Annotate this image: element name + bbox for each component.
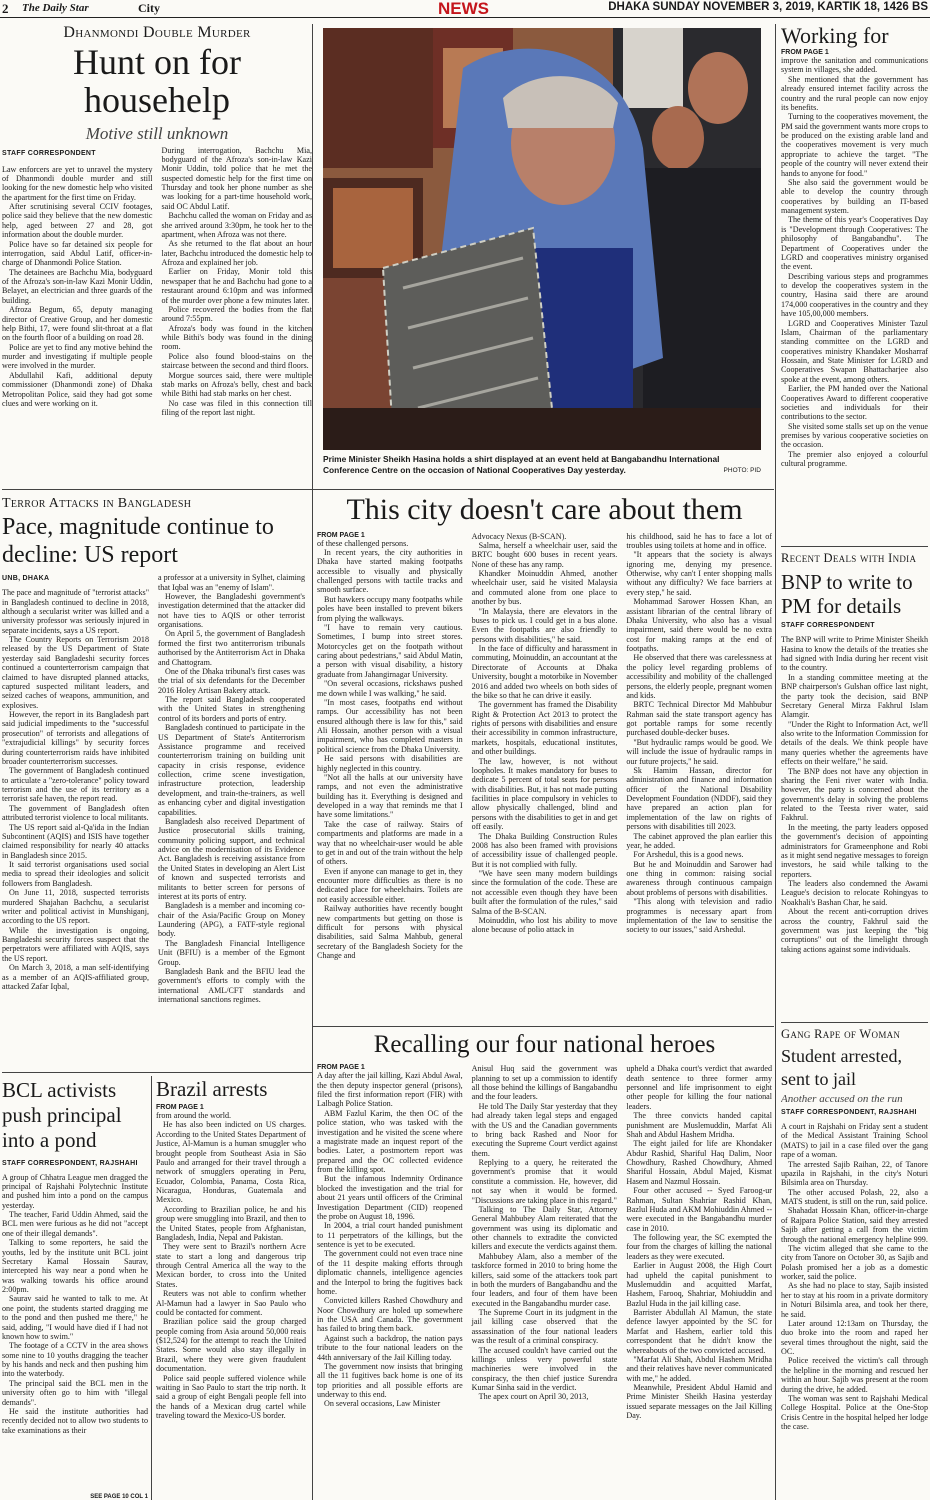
paragraph: "It appears that the society is always ignoring me, denying my presence. Otherwise, why can't I enter shopping malls without any difficulty? We face barriers at every step," he said. [626, 550, 772, 597]
paragraph: The accused couldn't have carried out the killings unless very powerful state machineries were involved in the conspiracy, the then chief justice Surendra Kumar Sinha said in the verdict. [471, 1345, 618, 1392]
photo-caption [323, 454, 761, 475]
paragraph: Moinuddin, who lost his ability to move alone because of polio attack in [471, 915, 618, 935]
paragraph: "But hydraulic ramps would be good. We will include the issue of hydraulic ramps in our future projects," he said. [626, 737, 772, 766]
paragraph: "In Malaysia, there are elevators in the buses to pick us. I could get in a bus alone. Even the footpaths are also friendly to persons with disabilities," he said. [471, 606, 618, 644]
paragraph: As she returned to the flat about an hour later, Bachchu introduced the domestic help to Afroza and explained her job. [161, 239, 312, 268]
paragraph: Later around 12:13am on Thursday, the duo broke into the room and raped her several times throughout the night, said the OC. [781, 1318, 928, 1356]
dateline: DHAKA SUNDAY NOVEMBER 3, 2019, KARTIK 18, 1426 BS [608, 1, 928, 13]
paragraph: Bangladesh also received Department of Justice prosecutorial skills training, community policing support, and technical advice on the modernisation of its Evidence Act. Bangladesh is receiving assistance from the United States in developing an Alert List of known and suspected terrorists and militants to better screen for persons of interest at its ports of entry. [158, 816, 305, 901]
story-column [781, 56, 928, 469]
story-headline: Hunt on for househelp [73, 42, 241, 120]
news-label: NEWS [438, 0, 489, 18]
story-bcl [2, 1078, 148, 1500]
paragraph: ABM Fazlul Karim, the then OC of the police station, who was tasked with the investigation and he visited the scene where a magistrate made an inquest report of the bodies. Later, a postmortem report was prepared and the OC collected evidence from the killing spot. [317, 1108, 463, 1174]
paragraph: In a standing committee meeting at the BNP chairperson's Gulshan office last night, the party took the decision, said BNP Secretary General Mirza Fakhrul Islam Alamgir. [781, 672, 928, 720]
paragraph: his childhood, said he has to face a lot of troubles using toilets at home and in office. [626, 531, 772, 550]
paragraph: Police recovered the bodies from the flat around 7:55pm. [161, 304, 312, 324]
story-byline: STAFF CORRESPONDENT, RAJSHAHI [2, 1159, 138, 1167]
section-rule [312, 489, 774, 490]
paragraph: Sk Hamim Hassan, director for administration and finance and information officer of the National Disability Development Foundation (NDDF), said they have prepared an action plan for implementation of the law on rights of persons with disabilities till 2023. [626, 765, 772, 832]
column-rule [312, 24, 313, 1500]
paragraph: The BNP will write to Prime Minister Sheikh Hasina to know the details of the treaties she had signed with India during her recent visit to the country. [781, 635, 928, 673]
paragraph: BRTC Technical Director Md Mahbubur Rahman said the state transport agency has got portable ramps for some recently purchased double-decker buses. [626, 700, 772, 738]
story-column [2, 165, 153, 409]
paragraph: On June 11, 2018, suspected terrorists murdered Shajahan Bachchu, a secularist writer and political activist in Munshiganj, according to the US report. [2, 888, 149, 926]
story-kicker: Dhanmondi Double Murder [63, 24, 251, 41]
paragraph: As she had no place to stay, Sajib insisted her to stay at his room in a private dormitory in Noturi Bilsimla area, and took her there, he said. [781, 1281, 928, 1319]
paragraph: However, the report in its Bangladesh part said judicial impediments to the "successful prosecution" of terrorists and allegations of "extrajudicial killings" by security forces during counterterrorism raids have inhibited broader counterterrorism successes. [2, 710, 149, 766]
paragraph: The apex court on April 30, 2013, [478, 1392, 589, 1402]
story-column [472, 1064, 618, 1420]
paragraph: But he and Moinuddin and Sarower had one thing in common: raising social awareness through continuous campaign about problems of persons with disabilities. [626, 859, 772, 897]
paragraph: Afroza's body was found in the kitchen while Bithi's body was found in the dining room. [161, 323, 312, 352]
page-number: 2 [2, 1, 9, 16]
paragraph: The government of Bangladesh often attributed terrorist violence to local militants. [2, 803, 149, 823]
story-column [156, 1111, 306, 1420]
paragraph: Talking to The Daily Star, Attorney General Mahbubey Alam reiterated that the government was using its diplomatic and other channels to extradite the convicted killers and execute the verdicts against them. [471, 1204, 618, 1252]
paragraph: upheld a Dhaka court's verdict that awarded death sentence to three former army personnel and life imprisonment to eight other people for killing the four national leaders. [626, 1064, 772, 1111]
paragraph: "Under the Right to Information Act, we'll also write to the Information Commission for details of the deals. We think people have many queries whether the agreements have effects on their welfare," he said. [781, 719, 928, 767]
paragraph: Police said people suffered violence while waiting in Sao Paulo to start the trip north. It said a group of eight Bengali people fell into the hands of a Mexican drug cartel while traveling toward the Mexico-US border. [156, 1373, 306, 1421]
paragraph: The woman was sent to Rajshahi Medical College Hospital. Police at the One-Stop Crisis Centre in the hospital helped her lodge the case. [781, 1393, 928, 1431]
paragraph: Shahadat Hossain Khan, officer-in-charge of Rajpara Police Station, said they arrested Sajib after getting a call from the victim through the national emergency helpline 999. [781, 1206, 928, 1244]
paragraph: Police have so far detained six people for interrogation, said Abdul Latif, officer-in-charge of Dhanmondi Police Station. [2, 239, 153, 268]
story-kicker: Recent Deals with India [781, 551, 917, 565]
paragraph: The principal said the BCL men in the university often go to him with "illegal demands". [2, 1378, 148, 1407]
paragraph: Convicted killers Rashed Chowdhury and Noor Chowdhury are holed up somewhere in the USA and Canada. The government has failed to bring them back. [317, 1296, 463, 1334]
paragraph: The government could not even trace nine of the 11 despite making efforts through diplomatic channels, intelligence agencies and the Interpol to bring the fugitives back home. [317, 1249, 463, 1296]
section-rule [781, 546, 928, 547]
paper-name: The Daily Star [22, 2, 89, 14]
paragraph: "This along with television and radio programmes is necessary apart from implementation of the law to sensitise the society to our issues," said Arshedul. [626, 897, 772, 935]
paragraph: of these challenged persons. [317, 538, 409, 548]
story-column [317, 539, 463, 961]
paragraph: In 2004, a trial court handed punishment to 11 perpetrators of the killings, but the sentence is yet to be executed. [317, 1221, 463, 1249]
from-page: FROM PAGE 1 [317, 531, 365, 539]
paragraph: "We have seen many modern buildings since the formulation of the code. These are not accessible even though they have been built after the formulation of the rules," said Salma of the B-SCAN. [471, 869, 618, 916]
paragraph: Bangladesh is a member and incoming co-chair of the Asia/Pacific Group on Money Laundering (APG), a FATF-style regional body. [158, 901, 305, 939]
story-headline: This city doesn't care about them [346, 494, 743, 526]
paragraph: The theme of this year's Cooperatives Day is "Development through Cooperatives: The philosophy of Bangabandhu". The Department of Cooperatives under the LGRD and cooperatives ministry organised the event. [781, 215, 928, 272]
lead-photo [323, 28, 761, 450]
paragraph: Earlier, the PM handed over the National Cooperatives Award to different cooperative societies and individuals for their contributions to the sector. [781, 384, 928, 422]
paragraph: Abdullahil Kafi, additional deputy commissioner (Dhanmondi zone) of Dhaka Metropolitan Police, said they had got some clues and were working on it. [2, 370, 153, 408]
paragraph: Against such a backdrop, the nation pays tribute to the four national leaders on the 44th anniversary of the Jail Killing today. [317, 1333, 463, 1362]
story-city [317, 494, 772, 1024]
paragraph: He has also been indicted on US charges. According to the United States Department of Justice, Al-Mamun is a human smuggler who brought people from Southeast Asia in São Paulo and arranged for their travel through a network of smugglers operating in Peru, Ecuador, Colombia, Panama, Costa Rica, Nicaragua, Honduras, Guatemala and Mexico. [156, 1120, 306, 1205]
story-column [472, 532, 618, 961]
paragraph: After scrutinising several CCIV footages, police said they believe that the new domestic help, aged between 27 and 28, got information about the double murder. [2, 202, 153, 240]
story-byline: STAFF CORRESPONDENT [2, 149, 96, 157]
photo-image [323, 28, 761, 450]
story-rape [781, 1022, 928, 1500]
paragraph: On several occasions, Law Minister [324, 1399, 441, 1409]
story-column [781, 1122, 928, 1431]
paragraph: The BNP does not have any objection in sharing the Feni river water with India. however, the party is concerned about the government's delay in solving the problems related to the Teesta river water, said Fakhrul. [781, 766, 928, 823]
paragraph: She also said the government would be able to develop the country through cooperatives by building an IT-based management system. [781, 177, 928, 216]
paragraph: The Bangladesh Financial Intelligence Unit (BFIU) is a member of the Egmont Group. [158, 938, 305, 967]
paragraph: "On several occasions, rickshaws pushed me down while I was walking," he said. [317, 679, 463, 698]
paragraph: The report said Bangladesh cooperated with the United States in strengthening control of its borders and ports of entry. [158, 695, 305, 723]
paragraph: On April 5, the government of Bangladesh formed the first two antiterrorism tribunals authorised by the Antiterrorism Act in Dhaka and Chattogram. [158, 629, 305, 667]
paragraph: Morgue sources said, there were multiple stab marks on Afroza's belly, chest and back while Bithi had stab marks on her chest. [161, 370, 312, 399]
story-headline: Recalling our four national heroes [373, 1032, 716, 1058]
paragraph: The following year, the SC exempted the four from the charges of killing the national leaders as they were executed. [626, 1233, 772, 1261]
paragraph: "Not all the halls at our university have ramps, and not even the administrative building has it. Everything is designed and developed in a way that reminds me that I have some limitations." [317, 772, 463, 820]
story-kicker: Gang Rape of Woman [781, 1027, 901, 1041]
story-deck: Motive still unknown [85, 123, 229, 143]
paragraph: About the recent anti-corruption drives across the country, Fakhrul said the government was just keeping the "big corruptions" out of the limelight through taking actions against some individuals. [781, 907, 928, 954]
paragraph: Police are yet to find any motive behind the murder and investigating if multiple people were involved in the murder. [2, 342, 153, 371]
paragraph: Brazilian police said the group charged people coming from Asia around 50,000 reais ($12,524) for the attempt to reach the United States. Some would also stay illegally in Brazil, where they were given fraudulent documentation. [156, 1317, 306, 1374]
paragraph: from around the world. [156, 1111, 232, 1121]
paragraph: A court in Rajshahi on Friday sent a student of the Medical Assistant Training School (MATS) to jail in a case filed over the gang rape of a woman. [781, 1122, 928, 1160]
section-rule [2, 1072, 312, 1073]
paragraph: But the infamous Indemnity Ordinance blocked the investigation and the trial for about 21 years until officers of the Criminal Investigation Department (CID) reopened the probe on August 18, 1996. [317, 1174, 463, 1221]
paragraph: Take the case of railway. Stairs of compartments and platforms are made in a way that no wheelchair-user would be able to get in and out of the train without the help of others. [317, 819, 463, 867]
paragraph: In the face of difficulty and harassment in commuting, Moinuddin, an accountant at the Directorate of Accounts at Dhaka University, bought a motorbike in November 2016 and added two wheels on both sides of the bike so that he can drive it easily. [471, 644, 618, 700]
paragraph: The government now insists that bringing all the 11 fugitives back home is one of its top priorities and all possible efforts are underway to this end. [317, 1361, 463, 1399]
paragraph: Reuters was not able to confirm whether Al-Mamun had a lawyer in Sao Paulo who could be contacted for comment. [156, 1289, 306, 1317]
story-column [781, 635, 928, 954]
caption-text: Prime Minister Sheikh Hasina holds a shirt displayed at an event held at Bangabandhu International Conference Centre on the occasion of National Cooperatives Day yesterday. [323, 454, 720, 475]
paragraph: Salma, herself a wheelchair user, said the BRTC bought 600 buses in recent years. None of these has any ramp. [471, 540, 618, 569]
paragraph: The premier also enjoyed a colourful cultural programme. [781, 449, 928, 469]
paragraph: Bangladesh Bank and the BFIU lead the government's efforts to comply with the international AML/CFT standards and international sanctions regimes. [158, 966, 305, 1005]
story-headline: Working for [781, 24, 889, 48]
paragraph: Meanwhile, President Abdul Hamid and Prime Minister Sheikh Hasina yesterday issued separate messages on the Jail Killing Day. [626, 1383, 772, 1421]
story-byline: UNB, DHAKA [2, 575, 50, 583]
paragraph: Railway authorities have recently bought new compartments but getting on those is difficult for persons with physical disabilities, said Salma Mahbub, general secretary of the Bangladesh Society for the Change and [317, 904, 463, 960]
story-column [626, 532, 772, 961]
paragraph: The three convicts handed capital punishment are Muslemuddin, Marfat Ali Shah and Abdul Hashem Mridha. [626, 1111, 772, 1139]
paragraph: The Dhaka Building Construction Rules 2008 has also been framed with provisions of accessibility issue of challenged people. But it is not complied with fully. [471, 831, 618, 869]
paragraph: The US report said al-Qa'ida in the Indian Subcontinent (AQIS) and ISIS have together claimed responsibility for nearly 40 attacks in Bangladesh since 2015. [2, 822, 149, 860]
paragraph: It said terrorist organisations used social media to spread their ideologies and solicit followers from Bangladesh. [2, 860, 149, 888]
paragraph: The Supreme Court in its judgment in the jail killing case observed that the assassination of the four national leaders was the result of a criminal conspiracy. [471, 1308, 618, 1346]
paragraph: Earlier in August 2008, the High Court had upheld the capital punishment to Muslemuddin and acquitted Marfat, Hashem, Farooq, Shahriar, Mohiuddin and Bazlul Huda in the jail killing case. [626, 1261, 772, 1308]
story-column [626, 1064, 772, 1420]
paragraph: "I have to remain very cautious. Sometimes, I bump into street stores. Motorcycles get on the footpath without caring about pedestrians," said Abdul Matin, a person with visual disability, a history graduate from Jahangirnagar University. [317, 622, 463, 679]
paragraph: The cabinet approved the plan earlier this year, he added. [626, 831, 772, 850]
paragraph: They were sent to Brazil's northern Acre state to start a long and dangerous trip through Central America all the way to the Mexican border, to cross into the United States. [156, 1242, 306, 1289]
photo-credit: PHOTO: PID [723, 466, 761, 474]
paragraph: No case was filed in this connection till filing of the report last night. [161, 398, 312, 418]
story-headline: BCL activists push principal into a pond [2, 1078, 122, 1153]
paragraph: A day after the jail killing, Kazi Abdul Awal, the then deputy inspector general (prisons), filed the first information report (FIR) with Lalbagh Police Station. [317, 1071, 463, 1109]
from-page: FROM PAGE 1 [317, 1064, 365, 1072]
story-bnp [781, 546, 928, 1020]
paragraph: Barrister Abdullah Al Mamun, the state defence lawyer appointed by the SC for Marfat and Hashem, earlier told this correspondent that he didn't know the whereabouts of the two convicted accused. [626, 1308, 772, 1355]
paragraph: Advocacy Nexus (B-SCAN). [471, 531, 567, 541]
paragraph: The government of Bangladesh continued to articulate a "zero-tolerance" policy toward terrorism and the use of its territory as a terrorist safe haven, the report read. [2, 766, 149, 804]
story-column [2, 588, 149, 991]
story-headline: Student arrested, sent to jail [781, 1046, 902, 1089]
paragraph: While the investigation is ongoing, Bangladeshi security forces suspect that the perpetrators were affiliated with AQIS, says the US report. [2, 925, 149, 963]
paragraph: Bangladesh continued to participate in the US Department of State's Antiterrorism Assistance programme and received counterterrorism training on building unit capacity in crisis response, evidence collection, crime scene investigation, infrastructure protection, leadership development, and train-the-trainers, as well as enhancing cyber and digital investigation capabilities. [158, 723, 305, 817]
paragraph: The arrested Sajib Raihan, 22, of Tanore upazila in Rajshahi, in the city's Noturi Bilsimla area on Thursday. [781, 1159, 928, 1188]
story-headline: Pace, magnitude continue to decline: US report [2, 514, 274, 568]
paragraph: improve the sanitation and communications system in villages, she added. [781, 56, 928, 75]
paragraph: Replying to a query, he reiterated the government's promise that it would constitute a commission. He, however, did not say when it would be formed. "Discussions are taking place in this regard." [471, 1158, 618, 1205]
paragraph: LGRD and Cooperatives Minister Tazul Islam, Chairman of the parliamentary standing committee on the LGRD and cooperatives ministry Khandaker Mosharraf Hossain, and State Minister for LGRD and Cooperatives Swapan Bhattacharjee also spoke at the event, among others. [781, 318, 928, 384]
story-column [158, 573, 305, 1004]
paragraph: Bachchu called the woman on Friday and as she arrived around 3:30pm, he took her to the apartment, when Afroza was not there. [161, 211, 312, 239]
paragraph: He said the institute authorities had recently decided not to allow two students to take examinations as their [2, 1406, 148, 1435]
paragraph: For Arshedul, this is a good news. [633, 850, 744, 860]
paragraph: Mohammad Sarower Hossen Khan, an assistant librarian of the central library of Dhaka University, who also has a visual impairment, said there would be no extra cost for making ramps at the end of footpaths. [626, 597, 772, 653]
paragraph: Law enforcers are yet to unravel the mystery of Dhanmondi double murder and still looking for the new domestic help who visited the apartment for the first time on Friday. [2, 164, 153, 202]
paragraph: "Marfat Ali Shah, Abdul Hashem Mridha and their relatives have never communicated with me," he added. [626, 1354, 772, 1383]
story-deck: Another accused on the run [781, 1093, 903, 1105]
paragraph: On March 3, 2018, a man self-identifying as a member of an AQIS-affiliated group, attacked Zafar Iqbal, [2, 963, 149, 991]
paragraph: The pace and magnitude of "terrorist attacks" in Bangladesh continued to decline in 2018, although a secularist writer was killed and a university professor was seriously injured in separate incidents, says a US report. [2, 588, 149, 635]
story-headline: Brazil arrests [156, 1078, 268, 1101]
paragraph: Earlier on Friday, Monir told this newspaper that he and Bachchu had gone to a restaurant around 6:10pm and was informed of the murder over phone a few minutes later. [161, 267, 312, 305]
paragraph: A group of Chhatra League men dragged the principal of Rajshahi Polytechnic Institute and pushed him into a pond on the campus yesterday. [2, 1172, 148, 1210]
paragraph: In the meeting, the party leaders opposed the government's decision of appointing administrators for Grameenphone and Robi as it might send negative messages to foreign investors, he said while talking to the reporters. [781, 822, 928, 879]
jump-line: SEE PAGE 10 COL 1 [90, 1494, 148, 1500]
paragraph: Turning to the cooperatives movement, the PM said the government wants more crops to be produced on the existing arable land and the cooperatives movement is very much appropriate to achieve the target. "The people of the country will never extend their hands to anyone for food." [781, 112, 928, 178]
story-heroes [317, 1032, 772, 1500]
paragraph: Saurav said he wanted to talk to me. At one point, the students started dragging me to the pond and then pushed me there," he said, adding, "I would have died if I had not known how to swim." [2, 1294, 148, 1341]
paragraph: In recent years, the city authorities in Dhaka have started making footpaths accessible to visually and physically challenged persons with tactile tracks and smooth surface. [317, 547, 463, 595]
story-column [162, 146, 313, 418]
paragraph: The detainees are Bachchu Mia, bodyguard of the Afroza's son-in-law Kazi Monir Uddin, Belayet, an electrician and three guards of the building. [2, 267, 153, 305]
story-brazil [156, 1078, 306, 1500]
section-rule [781, 1022, 928, 1023]
story-byline: STAFF CORRESPONDENT, RAJSHAHI [781, 1109, 917, 1116]
column-rule [775, 24, 776, 1500]
paragraph: One of the Dhaka tribunal's first cases was the trial of six defendants for the December 2016 Holey Artisan Bakery attack. [158, 666, 305, 695]
story-terror [2, 496, 305, 1068]
story-kicker: Terror Attacks in Bangladesh [2, 496, 192, 511]
paragraph: She visited some stalls set up on the venue premises by various cooperative societies on the occasion. [781, 421, 928, 450]
paragraph: Mahbubey Alam, also a member of the taskforce formed in 2010 to bring home the killers, said some of the attackers took part in both the murders of Bangabandhu and the four leaders, and four of them have been executed in the Bangabandhu murder case. [471, 1251, 618, 1308]
column-rule [151, 1076, 152, 1500]
paragraph: He told The Daily Star yesterday that they had already taken legal steps and engaged with the US and the Canadian governments to bring back Rashed and Noor for executing the Supreme Court verdict against them. [471, 1101, 618, 1158]
paragraph: He observed that there was carelessness at the policy level regarding problems of accessibility and mobility of the challenged persons, the elderly people, pregnant women and kids. [626, 653, 772, 700]
paragraph: The eight jailed for life are Khondaker Abdur Rashid, Shariful Haq Dalim, Noor Chowdhury, Rashed Chowdhury, Ahmed Shariful Hossain, Abdul Majed, Kismat Hasem and Nazmul Hossain. [626, 1139, 772, 1186]
paragraph: The teacher, Farid Uddin Ahmed, said the BCL men were furious as he did not "accept one of their illegal demands". [2, 1210, 148, 1238]
paragraph: a professor at a university in Sylhet, claiming that Iqbal was an "enemy of Islam". [158, 573, 305, 592]
story-headline: BNP to write to PM for details [781, 570, 913, 619]
paragraph: The leaders also condemned the Awami League's decision to relocate Rohingyas to Noakhali's Bashan Char, he said. [781, 879, 928, 907]
paragraph: During interrogation, Bachchu Mia, bodyguard of the Afroza's son-in-law Kazi Monir Uddin, told police that he met the suspected domestic help for the first time on Thursday and took her phone number as she was looking for a part-time household work, said OC Abdul Latif. [161, 145, 312, 211]
story-househelp [2, 24, 312, 484]
paragraph: Afroza Begum, 65, deputy managing director of Creative Group, and her domestic help Bithi, 17, were found slit-throat at a flat on the fourth floor of a building on road 28. [2, 305, 153, 343]
story-working [781, 24, 928, 544]
paragraph: Talking to some reporters, he said the youths, led by the institute unit BCL joint Secretary Kamal Hossain Saurav, intercepted his way near a pond when he was walking towards his office around 2:00pm. [2, 1238, 148, 1295]
from-page: FROM PAGE 1 [781, 49, 829, 57]
paragraph: Police received the victim's call through the helpline in the morning and rescued her within an hour. Sajib was present at the room during the drive, he added. [781, 1356, 928, 1394]
paragraph: Anisul Huq said the government was planning to set up a commission to identify all those behind the killings of Bangabandhu and the four leaders. [471, 1064, 618, 1102]
paragraph: Four other accused -- Syed Faroog-ur Rahman, Sultan Shahriar Rashid Khan, Bazlul Huda and AKM Mohiuddin Ahmed -- were executed in the Bangabandhu murder case in 2010. [626, 1186, 772, 1233]
section-rule [312, 1026, 774, 1027]
paragraph: Describing various steps and programmes to develop the cooperatives system in the country, Hasina said there are around 174,000 cooperatives in the country and they have 105,00,000 members. [781, 271, 928, 319]
paragraph: She mentioned that the government has already ensured internet facility across the country and the rural people can now enjoy its benefits. [781, 74, 928, 112]
section-label: City [138, 1, 160, 15]
story-column [317, 1071, 463, 1409]
paragraph: "In most cases, footpaths end without ramps. Our accessibility has not been ensured although there is law for this," said Ali Hossain, another person with a visual impairment, who has completed masters in political science from the Dhaka University. [317, 697, 463, 754]
paragraph: Khandker Moinuddin Ahmed, another wheelchair user, said he visited Malaysia and commuted alone from one place to another by bus. [471, 569, 618, 607]
story-byline: STAFF CORRESPONDENT [781, 622, 875, 630]
paragraph: The Country Reports on Terrorism 2018 released by the US Department of State yesterday said Bangladeshi security forces continued a counterterrorism campaign that claimed to have disrupted planned attacks, captured suspected militant leaders, and seized caches of weapons, ammunition, and explosives. [2, 635, 149, 710]
paragraph: But hawkers occupy many footpaths while poles have been installed to prevent bikers from plying the walkways. [317, 594, 463, 623]
page-masthead [0, 0, 930, 18]
paragraph: The government has framed the Disability Right & Protection Act 2013 to protect the rights of persons with disabilities and ensure their accessibility in common infrastructure, markets, hospitals, educational institutes, and other buildings. [471, 700, 618, 757]
paragraph: Even if anyone can manage to get in, they encounter more difficulties as there is no dedicated place for wheelchairs. Toilets are not easily accessible either. [317, 866, 463, 904]
from-page: FROM PAGE 1 [156, 1104, 204, 1112]
paragraph: The footage of a CCTV in the area shows some nine to 10 youths dragging the teacher by his hands and neck and then pushing him into the waterbody. [2, 1341, 148, 1379]
story-column [2, 1173, 148, 1436]
section-rule [2, 489, 312, 490]
paragraph: Police also found blood-stains on the staircase between the second and third floors. [161, 351, 312, 371]
paragraph: The victim alleged that she came to the city from Tanore on October 30, as Sajib and Polash promised her a job as a domestic worker, said the police. [781, 1243, 928, 1281]
paragraph: However, the Bangladeshi government's investigation determined that the attacker did not have ties to AQIS or other terrorist organisations. [158, 591, 305, 630]
paragraph: The other accused Polash, 22, also a MATS student, is still on the run, said police. [781, 1187, 928, 1206]
paragraph: He said persons with disabilities are highly neglected in this country. [317, 754, 463, 773]
paragraph: According to Brazilian police, he and his group were smuggling into Brazil, and then to the United States, people from Afghanistan, Bangladesh, India, Nepal and Pakistan. [156, 1204, 306, 1242]
paragraph: The law, however, is not without loopholes. It makes mandatory for buses to dedicate 5 percent of total seats for persons with disabilities. But, it has not made putting facilities in place compulsory in vehicles to allow physically challenged, blind and persons with the disabilities to get in and get off easily. [471, 756, 618, 832]
